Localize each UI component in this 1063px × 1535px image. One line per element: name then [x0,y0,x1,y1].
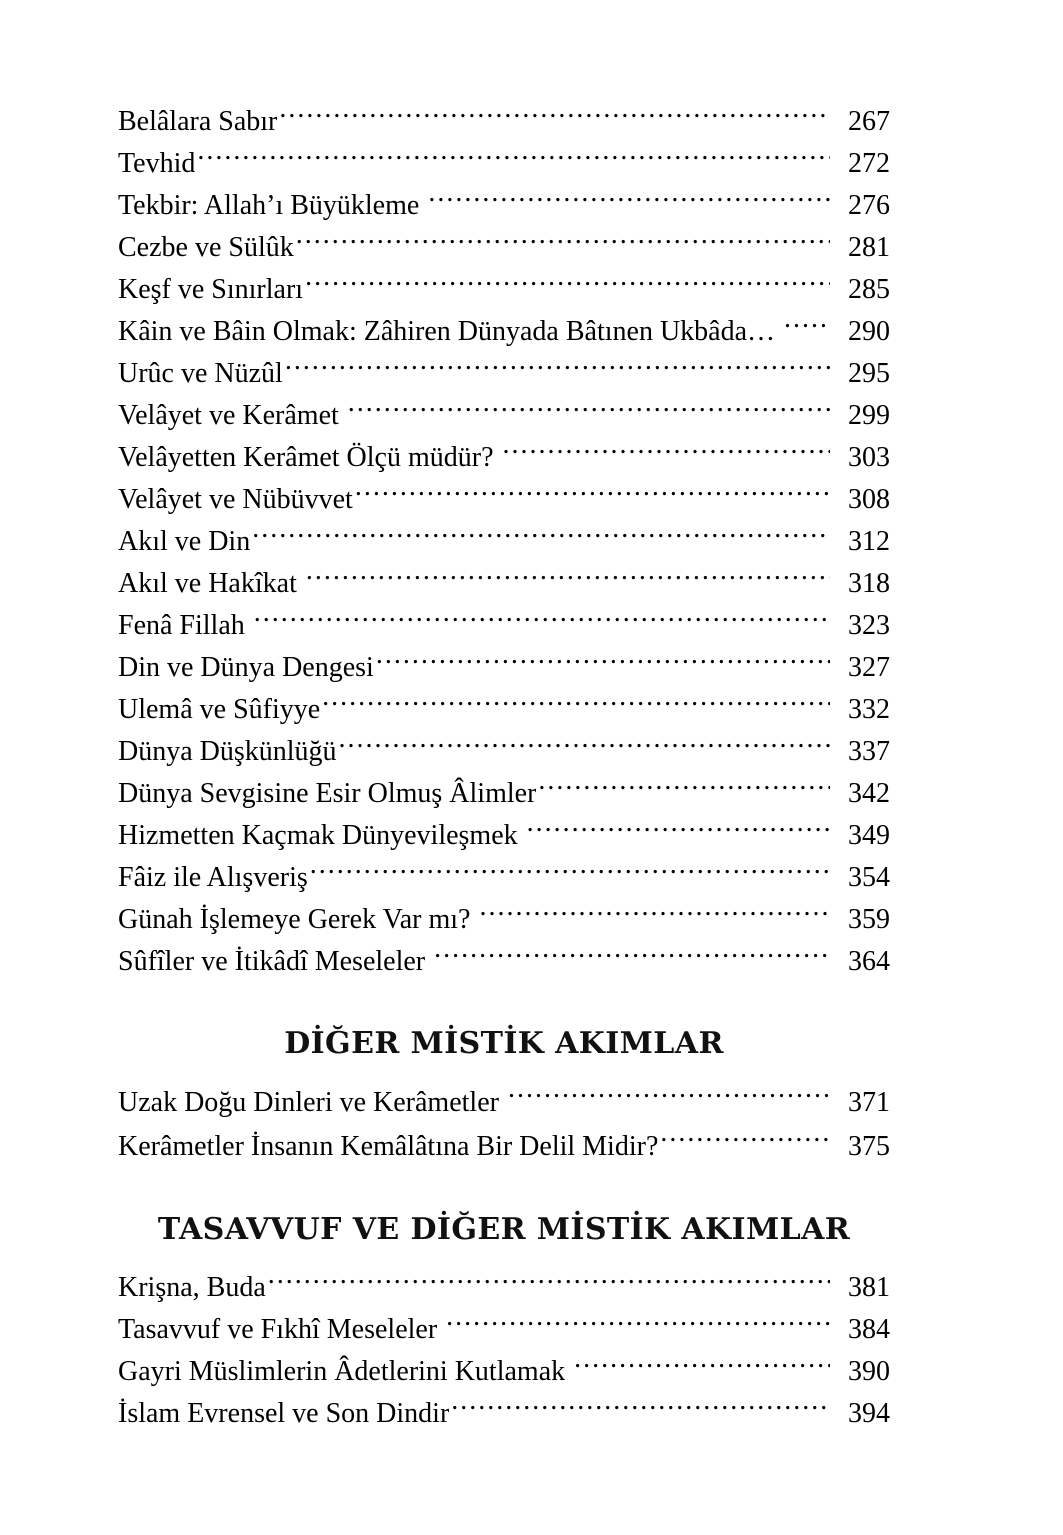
toc-entry-page-number: 375 [848,1131,890,1162]
toc-entry-page-number: 290 [848,316,890,347]
dot-leader [428,186,830,214]
dot-leader [527,816,830,844]
toc-entry-page-number: 359 [848,904,890,935]
toc-entry-page-number: 299 [848,400,890,431]
toc-entry[interactable] [118,815,890,857]
toc-entry-title: Tevhid [118,148,196,179]
toc-entry[interactable] [118,227,890,269]
toc-entry[interactable] [118,1309,890,1351]
toc-entry-page-number: 285 [848,274,890,305]
toc-entry[interactable] [118,899,890,941]
toc-entry-title: Velâyet ve Kerâmet [118,400,339,431]
toc-entry-page-number: 332 [848,694,890,725]
toc-entry[interactable] [118,1125,890,1169]
dot-leader [254,606,830,634]
toc-entry-page-number: 303 [848,442,890,473]
toc-entry-title: Hizmetten Kaçmak Dünyevileşmek [118,820,518,851]
toc-entry-title: Keşf ve Sınırları [118,274,304,305]
toc-entry-title: Akıl ve Hakîkat [118,568,297,599]
toc-entry-page-number: 323 [848,610,890,641]
toc-entry[interactable] [118,479,890,521]
toc-entry[interactable] [118,647,890,689]
toc-entry-title: Tasavvuf ve Fıkhî Meseleler [118,1314,438,1345]
heading-spacer-below [118,1245,890,1267]
toc-entry-title: Dünya Düşkünlüğü [118,736,337,767]
toc-entry-page-number: 354 [848,862,890,893]
toc-entry[interactable] [118,773,890,815]
toc-entry-page-number: 364 [848,946,890,977]
dot-leader [660,1127,830,1155]
toc-entry[interactable] [118,1081,890,1125]
dot-leader [348,396,830,424]
toc-entry[interactable] [118,521,890,563]
toc-entry[interactable] [118,731,890,773]
toc-entry-title: Dünya Sevgisine Esir Olmuş Âlimler [118,778,537,809]
toc-entry-page-number: 276 [848,190,890,221]
heading-spacer-below [118,1059,890,1081]
toc-entry-title: İslam Evrensel ve Son Dindir [118,1398,450,1429]
dot-leader [503,438,830,466]
dot-leader [296,228,830,256]
toc-entry-page-number: 327 [848,652,890,683]
toc-entry[interactable] [118,1351,890,1393]
toc-entry-page-number: 337 [848,736,890,767]
dot-leader [310,858,830,886]
toc-entry-title: Sûfîler ve İtikâdî Meseleler [118,946,426,977]
toc-entry[interactable] [118,689,890,731]
toc-entry-page-number: 371 [848,1087,890,1118]
toc-entry[interactable] [118,395,890,437]
toc-entry-title: Kerâmetler İnsanın Kemâlâtına Bir Delil Midir? [118,1131,659,1162]
toc-entry-title: Velâyet ve Nübüvvet [118,484,353,515]
toc-entry[interactable] [118,437,890,479]
toc-entry-title: Din ve Dünya Dengesi [118,652,374,683]
dot-leader [784,312,830,340]
heading-spacer-above [118,983,890,1029]
toc-entry-title: Gayri Müslimlerin Âdetlerini Kutlamak [118,1356,566,1387]
toc-entry-title: Tekbir: Allah’ı Büyükleme [118,190,420,221]
toc-entry-page-number: 384 [848,1314,890,1345]
toc-entry[interactable] [118,1267,890,1309]
dot-leader [446,1310,830,1338]
heading-spacer-above [118,1169,890,1215]
toc-entry-page-number: 318 [848,568,890,599]
dot-leader [376,648,830,676]
toc-entry-title: Belâlara Sabır [118,106,278,137]
dot-leader [279,102,830,130]
toc-entry-page-number: 381 [848,1272,890,1303]
toc-entry-title: Fenâ Fillah [118,610,245,641]
toc-entry[interactable] [118,143,890,185]
toc-entry-title: Kâin ve Bâin Olmak: Zâhiren Dünyada Bâtınen Ukbâda… [118,316,776,347]
dot-leader [306,564,830,592]
dot-leader [339,732,830,760]
dot-leader [355,480,830,508]
toc-entry-page-number: 308 [848,484,890,515]
toc-entry-page-number: 390 [848,1356,890,1387]
toc-entry[interactable] [118,563,890,605]
toc-entry-page-number: 281 [848,232,890,263]
dot-leader [322,690,830,718]
toc-entry[interactable] [118,1393,890,1435]
toc-entry-title: Ulemâ ve Sûfiyye [118,694,321,725]
toc-entry-page-number: 394 [848,1398,890,1429]
toc-entry-title: Günah İşlemeye Gerek Var mı? [118,904,471,935]
toc-entry[interactable] [118,185,890,227]
toc-entry[interactable] [118,857,890,899]
toc-entry-page-number: 295 [848,358,890,389]
dot-leader [479,900,830,928]
toc-entry-page-number: 349 [848,820,890,851]
dot-leader [574,1352,830,1380]
section-heading: TASAVVUF VE DİĞER MİSTİK AKIMLAR [157,1212,851,1247]
dot-leader [451,1394,830,1422]
toc-entry[interactable] [118,353,890,395]
dot-leader [268,1268,830,1296]
toc-entry-title: Cezbe ve Sülûk [118,232,294,263]
toc-entry-page-number: 342 [848,778,890,809]
section-heading: DİĞER MİSTİK AKIMLAR [284,1026,724,1061]
table-of-contents [118,101,890,1435]
dot-leader [434,942,830,970]
toc-entry[interactable] [118,311,890,353]
toc-entry-title: Uzak Doğu Dinleri ve Kerâmetler [118,1087,499,1118]
toc-entry-title: Fâiz ile Alışveriş [118,862,308,893]
dot-leader [508,1083,830,1111]
dot-leader [197,144,830,172]
toc-entry[interactable] [118,941,890,983]
dot-leader [538,774,830,802]
toc-entry-title: Urûc ve Nüzûl [118,358,283,389]
toc-entry-title: Akıl ve Din [118,526,251,557]
toc-entry-page-number: 267 [848,106,890,137]
toc-entry-title: Velâyetten Kerâmet Ölçü müdür? [118,442,494,473]
toc-entry-page-number: 272 [848,148,890,179]
toc-entry[interactable] [118,101,890,143]
dot-leader [252,522,830,550]
toc-entry-title: Krişna, Buda [118,1272,266,1303]
toc-entry[interactable] [118,605,890,647]
dot-leader [305,270,830,298]
toc-entry-page-number: 312 [848,526,890,557]
dot-leader [285,354,830,382]
toc-entry[interactable] [118,269,890,311]
